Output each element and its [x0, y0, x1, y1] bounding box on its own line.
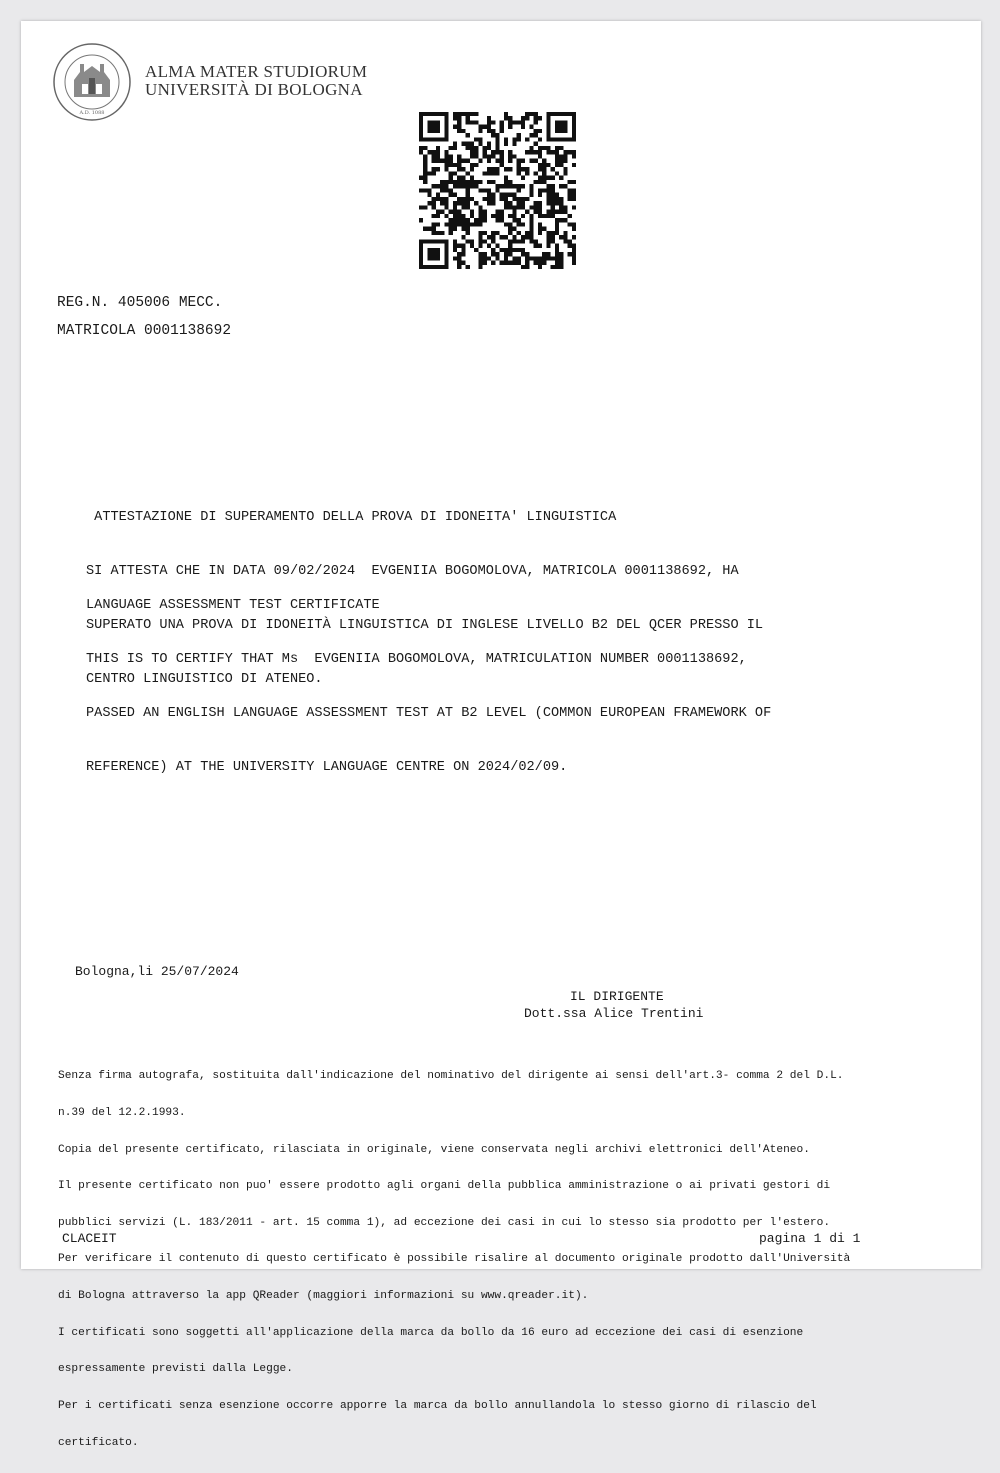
italian-line: CENTRO LINGUISTICO DI ATENEO. [86, 672, 323, 687]
footer-code: CLACEIT [62, 1231, 117, 1246]
italian-title: ATTESTAZIONE DI SUPERAMENTO DELLA PROVA DI IDONEITA' LINGUISTICA [86, 510, 617, 525]
legal-note-line: espressamente previsti dalla Legge. [58, 1363, 293, 1376]
legal-note-line: Per i certificati senza esenzione occorre apporre la marca da bollo annullandola lo stesso giorno di rilascio del [58, 1399, 817, 1412]
english-line: REFERENCE) AT THE UNIVERSITY LANGUAGE CENTRE ON 2024/02/09. [86, 760, 568, 775]
signatory-role: IL DIRIGENTE [570, 989, 664, 1004]
student-id: MATRICOLA 0001138692 [57, 323, 232, 339]
english-line: PASSED AN ENGLISH LANGUAGE ASSESSMENT TEST AT B2 LEVEL (COMMON EUROPEAN FRAMEWORK OF [86, 706, 772, 721]
university-name-line2: UNIVERSITÀ DI BOLOGNA [145, 80, 363, 99]
italian-line: SUPERATO UNA PROVA DI IDONEITÀ LINGUISTICA DI INGLESE LIVELLO B2 DEL QCER PRESSO IL [86, 618, 764, 633]
certificate-page [21, 21, 981, 1449]
legal-note-line: Il presente certificato non puo' essere prodotto agli organi della pubblica amministrazione o ai privati gestori di [58, 1180, 831, 1193]
signatory-name: Dott.ssa Alice Trentini [524, 1006, 704, 1021]
legal-note-line: di Bologna attraverso la app QReader (maggiori informazioni su www.qreader.it). [58, 1290, 589, 1303]
legal-note-line: I certificati sono soggetti all'applicazione della marca da bollo da 16 euro ad eccezione dei casi di esenzione [58, 1326, 804, 1339]
italian-line: SI ATTESTA CHE IN DATA 09/02/2024 EVGENIIA BOGOMOLOVA, MATRICOLA 0001138692, HA [86, 564, 739, 579]
university-seal-icon [52, 42, 132, 122]
legal-notes [58, 1046, 850, 1473]
university-name-line1: ALMA MATER STUDIORUM [145, 62, 368, 81]
english-statement [86, 561, 771, 813]
legal-note-line: Copia del presente certificato, rilasciata in originale, viene conservata negli archivi elettronici dell'Ateneo. [58, 1143, 810, 1156]
english-title: LANGUAGE ASSESSMENT TEST CERTIFICATE [86, 598, 380, 613]
place-date: Bologna,li 25/07/2024 [75, 964, 239, 979]
registration-number: REG.N. 405006 MECC. [57, 295, 223, 311]
english-line: THIS IS TO CERTIFY THAT Ms EVGENIIA BOGOMOLOVA, MATRICULATION NUMBER 0001138692, [86, 652, 747, 667]
qr-code-icon [419, 112, 576, 269]
legal-note-line: certificato. [58, 1436, 139, 1449]
page-number: pagina 1 di 1 [759, 1231, 861, 1246]
university-name [145, 63, 367, 99]
legal-note-line: Per verificare il contenuto di questo certificato è possibile risalire al documento originale prodotto dall'Università [58, 1253, 851, 1266]
legal-note-line: Senza firma autografa, sostituita dall'indicazione del nominativo del dirigente ai sensi dell'art.3- comma 2 del D.L. [58, 1070, 844, 1083]
legal-note-line: n.39 del 12.2.1993. [58, 1107, 186, 1120]
legal-note-line: pubblici servizi (L. 183/2011 - art. 15 comma 1), ad eccezione dei casi in cui lo stesso sia prodotto per l'estero. [58, 1216, 831, 1229]
svg-text:A.D. 1088: A.D. 1088 [79, 110, 105, 116]
